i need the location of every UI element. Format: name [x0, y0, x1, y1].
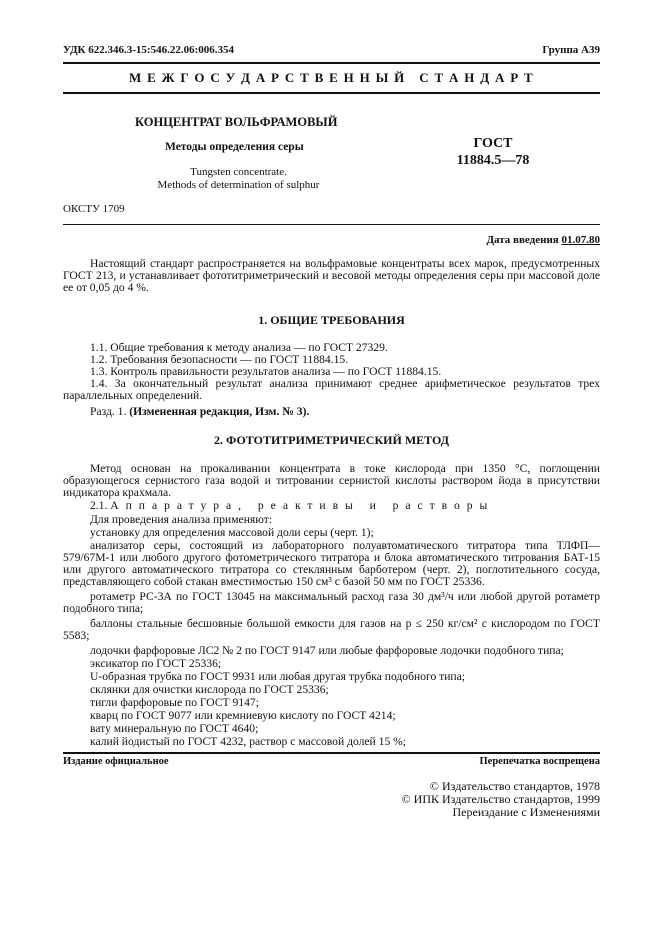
document-title: КОНЦЕНТРАТ ВОЛЬФРАМОВЫЙ: [135, 115, 338, 129]
title-rule: [63, 224, 600, 225]
section-1-item: 1.3. Контроль правильности результатов анализа — по ГОСТ 11884.15.: [90, 365, 442, 378]
introduction-date: [486, 234, 600, 246]
official-edition: Издание официальное: [63, 756, 169, 767]
footer-rule: [63, 752, 600, 754]
equipment-list-item: лодочки фарфоровые ЛС2 № 2 по ГОСТ 9147 или любые фарфоровые лодочки подобного типа;: [90, 644, 564, 657]
subsection-number: 2.1.: [90, 499, 108, 512]
document-subtitle: Методы определения серы: [165, 141, 304, 153]
scope-paragraph: Настоящий стандарт распространяется на вольфрамовые концентраты всех марок, предусмотренных ГОСТ 213, и устанавливает фототитриметрический и весовой методы определения серы при массовой доле ее от 0,05 до 4 %.: [63, 257, 600, 294]
reprint-notice: Перепечатка воспрещена: [479, 756, 600, 767]
section-2-heading: 2. ФОТОТИТРИМЕТРИЧЕСКИЙ МЕТОД: [214, 433, 449, 447]
standard-type: М Е Ж Г О С У Д А Р С Т В Е Н Н Ы Й С Т А Н Д А Р Т: [128, 70, 535, 85]
equipment-list-item: кварц по ГОСТ 9077 или кремниевую кислоту по ГОСТ 4214;: [90, 709, 396, 722]
copyright-1978: © Издательство стандартов, 1978: [429, 779, 600, 793]
equipment-list-item: тигли фарфоровые по ГОСТ 9147;: [90, 696, 259, 709]
header-rule-bottom: [63, 92, 600, 94]
english-title: Tungsten concentrate.: [190, 166, 287, 178]
section-1-heading: 1. ОБЩИЕ ТРЕБОВАНИЯ: [258, 313, 405, 327]
equipment-list-item: склянки для очистки кислорода по ГОСТ 25336;: [90, 683, 329, 696]
udc-code: УДК 622.346.3-15:546.22.06:006.354: [63, 44, 234, 56]
equipment-list-item: калий йодистый по ГОСТ 4232, раствор с массовой долей 15 %;: [90, 735, 407, 748]
header-rule-top: [63, 62, 600, 64]
analyzer-paragraph: анализатор серы, состоящий из лабораторного полуавтоматического титратора типа ТЛФП—579/67М-1 или любого другого фотометрического титратора и блока автоматического титрования БАТ-15 или другого автоматического титратора со стеклянным барботером (черт. 2), поглотительного сосуда, представляющего собой стакан вместимостью 150 см³ с базой 50 мм по ГОСТ 25336.: [63, 539, 600, 588]
apply-line: Для проведения анализа применяют:: [90, 513, 273, 526]
section-1-amendment: [90, 406, 600, 418]
gost-label: ГОСТ: [473, 136, 513, 151]
copyright-1999: © ИПК Издательство стандартов, 1999: [401, 792, 600, 806]
subsection-2-1-heading: [90, 500, 600, 512]
section-1-item-1-4: 1.4. За окончательный результат анализа принимают среднее арифметическое результатов трех параллельных определений.: [63, 377, 600, 402]
introduction-date-label: Дата введения: [486, 234, 559, 246]
reissue-note: Переиздание с Изменениями: [452, 805, 600, 819]
section-1-item: 1.1. Общие требования к методу анализа — по ГОСТ 27329.: [90, 341, 388, 354]
installation-line: установку для определения массовой доли серы (черт. 1);: [90, 526, 374, 539]
amendment-prefix: Разд. 1.: [90, 405, 127, 418]
group-code: Группа А39: [542, 44, 600, 56]
equipment-list-item: эксикатор по ГОСТ 25336;: [90, 657, 222, 670]
section-1-item: 1.2. Требования безопасности — по ГОСТ 11884.15.: [90, 353, 349, 366]
introduction-date-value: 01.07.80: [561, 234, 600, 246]
subsection-title: Аппаратура, реактивы и растворы: [110, 499, 495, 512]
equipment-list-item: вату минеральную по ГОСТ 4640;: [90, 722, 259, 735]
rotameter-paragraph: ротаметр РС-3А по ГОСТ 13045 на максимальный расход газа 30 дм³/ч или любой другой ротаметр подобного типа;: [63, 590, 600, 615]
gost-number: 11884.5—78: [456, 153, 530, 168]
method-paragraph: Метод основан на прокаливании концентрата в токе кислорода при 1350 °С, поглощении образующегося сернистого газа водой и титровании сернистой кислоты раствором йода в присутствии индикатора крахмала.: [63, 462, 600, 499]
cylinders-paragraph: баллоны стальные бесшовные большой емкости для газов на р ≤ 250 кг/см² с кислородом по ГОСТ 5583;: [63, 617, 600, 642]
english-subtitle: Methods of determination of sulphur: [157, 179, 320, 191]
amendment-note: (Измененная редакция, Изм. № 3).: [129, 405, 310, 418]
equipment-list-item: U-образная трубка по ГОСТ 9931 или любая другая трубка подобного типа;: [90, 670, 466, 683]
okstu-code: ОКСТУ 1709: [63, 203, 125, 215]
